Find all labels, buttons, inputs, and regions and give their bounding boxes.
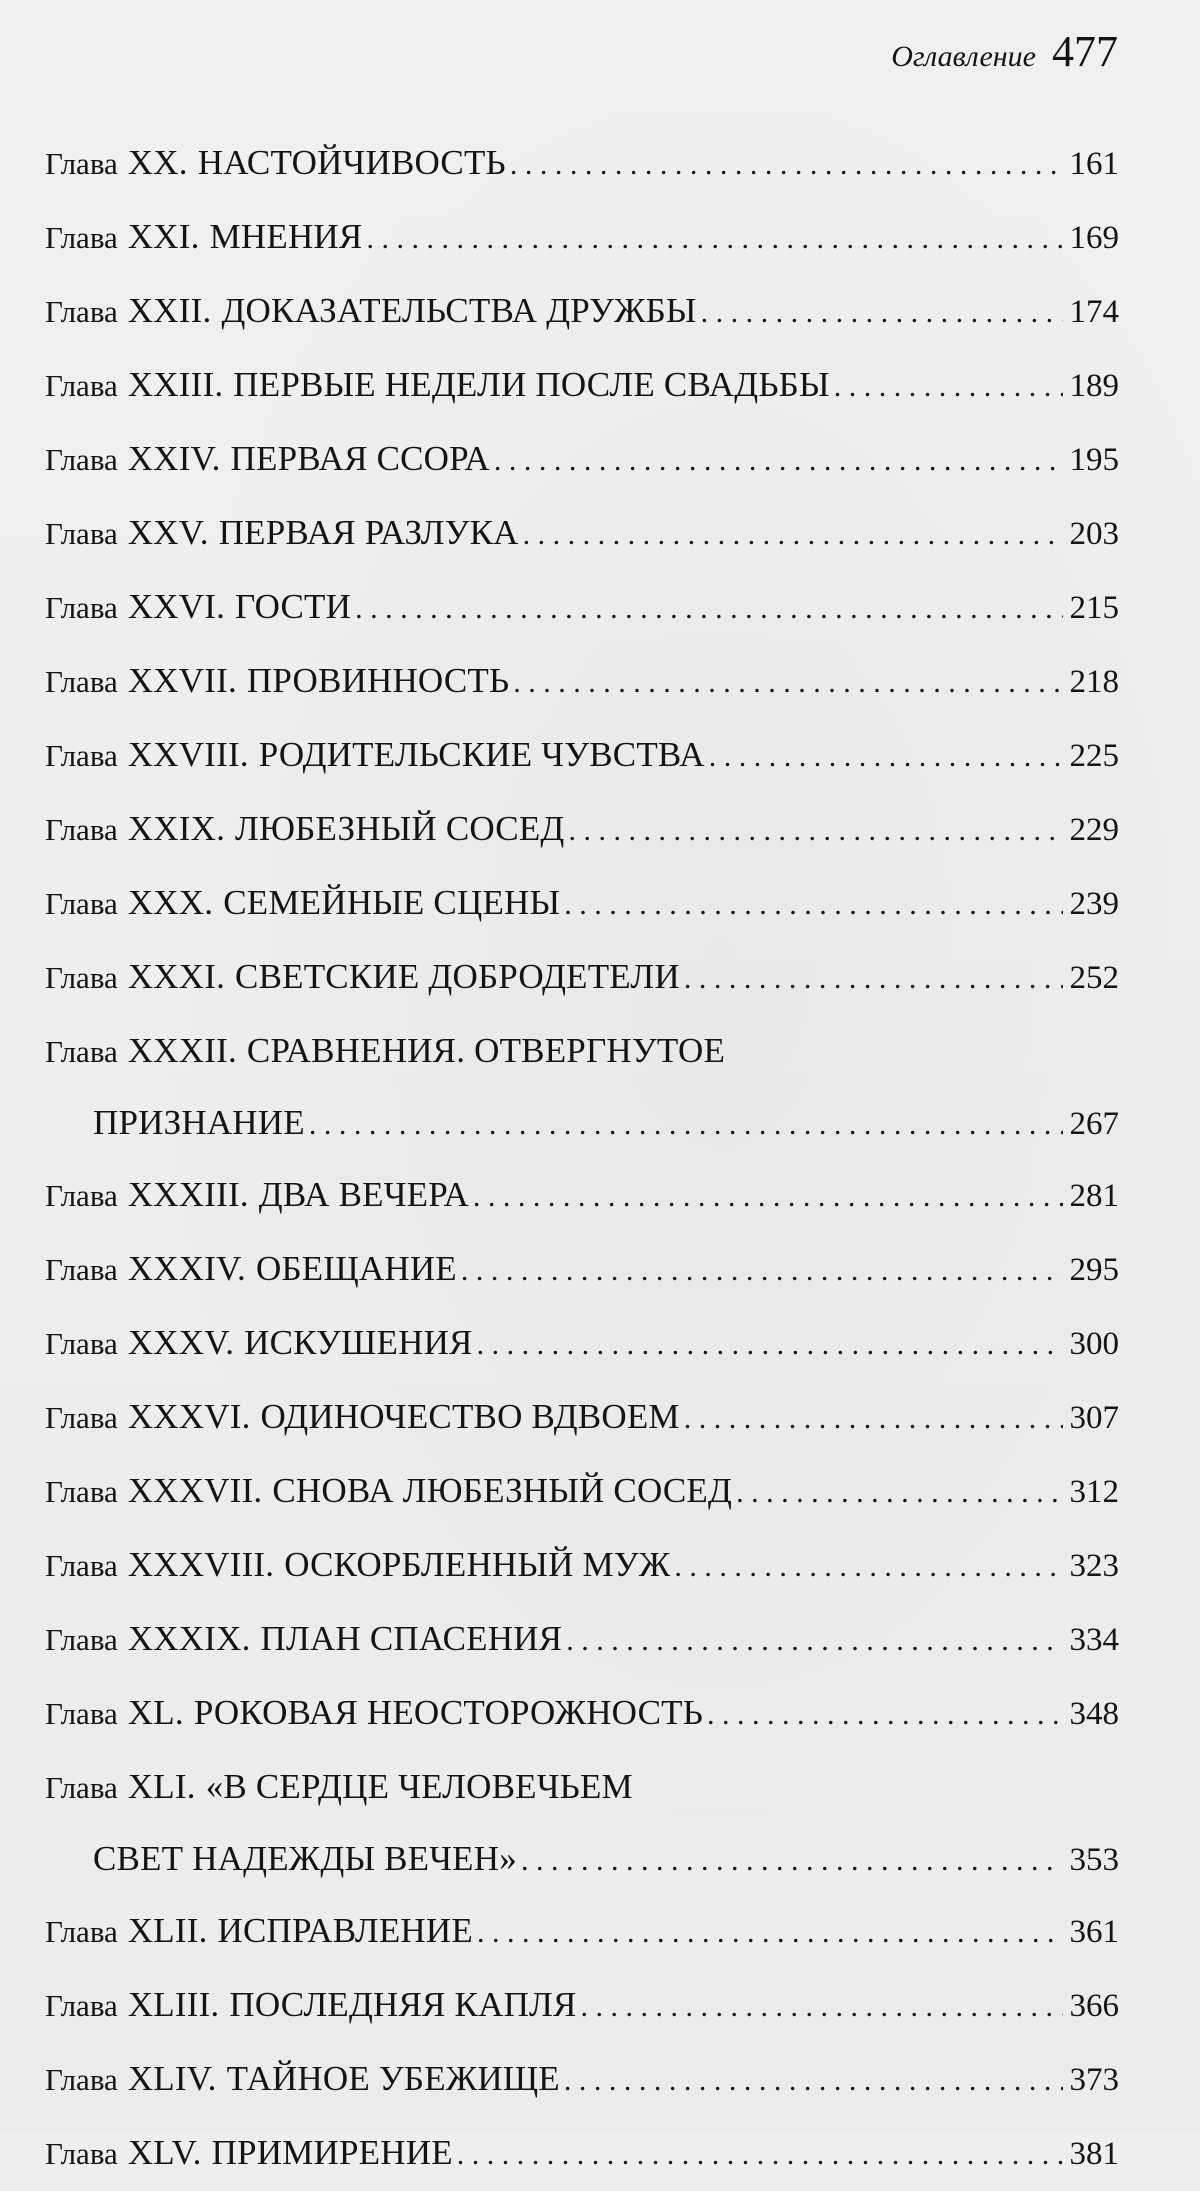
dot-leader (521, 1825, 1063, 1897)
chapter-title: ОБЕЩАНИЕ (256, 1249, 457, 1288)
chapter-page-number: 281 (1069, 1178, 1119, 1214)
chapter-title: ТАЙНОЕ УБЕЖИЩЕ (226, 2059, 560, 2098)
chapter-title: ПЕРВАЯ РАЗЛУКА (218, 513, 519, 552)
chapter-title: ПРОВИННОСТЬ (246, 661, 510, 700)
toc-entry (45, 1751, 1119, 1895)
chapter-prefix: Глава (45, 368, 118, 403)
chapter-numeral: XXXV. (127, 1323, 235, 1362)
chapter-numeral: XXXVII. (127, 1471, 263, 1510)
chapter-numeral: XLIII. (127, 1985, 220, 2024)
chapter-title: ПЕРВАЯ ССОРА (230, 439, 490, 478)
chapter-page-number: 300 (1069, 1326, 1119, 1362)
chapter-prefix: Глава (45, 1914, 118, 1949)
running-head-section: Оглавление (891, 40, 1036, 73)
chapter-title: ЛЮБЕЗНЫЙ СОСЕД (235, 809, 565, 848)
toc-entry (45, 1895, 1119, 1969)
toc-entry (45, 423, 1119, 497)
chapter-prefix: Глава (45, 1696, 118, 1731)
dot-leader (309, 1089, 1063, 1161)
chapter-title: ОСКОРБЛЕННЫЙ МУЖ (284, 1545, 671, 1584)
dot-leader (568, 795, 1063, 867)
chapter-page-number: 307 (1069, 1400, 1119, 1436)
chapter-page-number: 323 (1069, 1548, 1119, 1584)
chapter-page-number: 161 (1069, 146, 1119, 182)
toc-entry (45, 1455, 1119, 1529)
chapter-numeral: XLIV. (127, 2059, 217, 2098)
chapter-page-number: 195 (1069, 442, 1119, 478)
chapter-page-number: 189 (1069, 368, 1119, 404)
chapter-title: ПЕРВЫЕ НЕДЕЛИ ПОСЛЕ СВАДЬБЫ (233, 365, 830, 404)
running-head (891, 26, 1118, 86)
chapter-page-number: 295 (1069, 1252, 1119, 1288)
chapter-title: ПЛАН СПАСЕНИЯ (260, 1619, 563, 1658)
toc-entry (45, 1529, 1119, 1603)
chapter-prefix: Глава (45, 1622, 118, 1657)
chapter-page-number: 381 (1069, 2136, 1119, 2172)
chapter-page-number: 215 (1069, 590, 1119, 626)
chapter-page-number: 229 (1069, 812, 1119, 848)
chapter-prefix: Глава (45, 220, 118, 255)
toc-entry (45, 719, 1119, 793)
chapter-page-number: 252 (1069, 960, 1119, 996)
chapter-title: СЕМЕЙНЫЕ СЦЕНЫ (223, 883, 561, 922)
toc-entry (45, 497, 1119, 571)
dot-leader (834, 351, 1063, 423)
dot-leader (461, 1235, 1063, 1307)
chapter-numeral: XLII. (127, 1911, 208, 1950)
dot-leader (473, 1161, 1063, 1233)
chapter-numeral: XLI. (127, 1767, 196, 1806)
chapter-title: ПОСЛЕДНЯЯ КАПЛЯ (229, 1985, 577, 2024)
chapter-title-continued: ПРИЗНАНИЕ (93, 1103, 305, 1142)
chapter-numeral: XXVIII. (127, 735, 249, 774)
chapter-prefix: Глава (45, 812, 118, 847)
toc-entry (45, 793, 1119, 867)
chapter-prefix: Глава (45, 1400, 118, 1435)
chapter-prefix: Глава (45, 738, 118, 773)
chapter-title: ИСКУШЕНИЯ (244, 1323, 473, 1362)
chapter-numeral: XXIII. (127, 365, 224, 404)
chapter-title: ДВА ВЕЧЕРА (258, 1175, 469, 1214)
dot-leader (494, 425, 1063, 497)
page-number: 477 (1052, 27, 1118, 76)
dot-leader (477, 1309, 1063, 1381)
dot-leader (709, 721, 1063, 793)
chapter-title: ИСПРАВЛЕНИЕ (217, 1911, 473, 1950)
chapter-numeral: XXIX. (127, 809, 226, 848)
chapter-title: СВЕТСКИЕ ДОБРОДЕТЕЛИ (235, 957, 680, 996)
chapter-prefix: Глава (45, 1034, 118, 1069)
chapter-numeral: XXVI. (127, 587, 226, 626)
dot-leader (566, 1605, 1063, 1677)
chapter-title: НАСТОЙЧИВОСТЬ (197, 143, 506, 182)
toc-entry (45, 2117, 1119, 2191)
chapter-page-number: 361 (1069, 1914, 1119, 1950)
chapter-title: ПРИМИРЕНИЕ (211, 2133, 453, 2172)
chapter-page-number: 218 (1069, 664, 1119, 700)
toc-entry (45, 1969, 1119, 2043)
chapter-title: «В СЕРДЦЕ ЧЕЛОВЕЧЬЕМ (205, 1767, 633, 1806)
toc-entry (45, 1307, 1119, 1381)
chapter-title: СРАВНЕНИЯ. ОТВЕРГНУТОЕ (246, 1031, 726, 1070)
chapter-numeral: XXXIII. (127, 1175, 249, 1214)
chapter-prefix: Глава (45, 1474, 118, 1509)
chapter-page-number: 169 (1069, 220, 1119, 256)
dot-leader (523, 499, 1063, 571)
toc-entry (45, 1233, 1119, 1307)
chapter-page-number: 366 (1069, 1988, 1119, 2024)
chapter-numeral: XXXVIII. (127, 1545, 275, 1584)
chapter-numeral: XL. (127, 1693, 184, 1732)
dot-leader (674, 1531, 1063, 1603)
chapter-page-number: 312 (1069, 1474, 1119, 1510)
dot-leader (701, 277, 1063, 349)
chapter-prefix: Глава (45, 664, 118, 699)
toc-entry (45, 645, 1119, 719)
dot-leader (564, 869, 1063, 941)
chapter-numeral: XXXIV. (127, 1249, 247, 1288)
dot-leader (707, 1679, 1063, 1751)
chapter-numeral: XX. (127, 143, 188, 182)
dot-leader (564, 2045, 1063, 2117)
chapter-numeral: XXII. (127, 291, 212, 330)
toc-entry (45, 1015, 1119, 1159)
chapter-numeral: XXXIX. (127, 1619, 251, 1658)
chapter-numeral: XXXVI. (127, 1397, 251, 1436)
chapter-prefix: Глава (45, 2062, 118, 2097)
toc-entry (45, 867, 1119, 941)
chapter-page-number: 373 (1069, 2062, 1119, 2098)
chapter-prefix: Глава (45, 590, 118, 625)
toc-entry (45, 941, 1119, 1015)
dot-leader (581, 1971, 1063, 2043)
toc-entry (45, 201, 1119, 275)
chapter-prefix: Глава (45, 146, 118, 181)
toc-entry (45, 2043, 1119, 2117)
chapter-page-number: 353 (1069, 1842, 1119, 1878)
chapter-prefix: Глава (45, 886, 118, 921)
chapter-prefix: Глава (45, 442, 118, 477)
dot-leader (684, 1383, 1063, 1455)
table-of-contents (45, 127, 1119, 2191)
chapter-title: ДОКАЗАТЕЛЬСТВА ДРУЖБЫ (221, 291, 697, 330)
chapter-title: ГОСТИ (235, 587, 352, 626)
toc-entry (45, 275, 1119, 349)
chapter-page-number: 225 (1069, 738, 1119, 774)
chapter-prefix: Глава (45, 294, 118, 329)
chapter-prefix: Глава (45, 1326, 118, 1361)
chapter-prefix: Глава (45, 2136, 118, 2171)
toc-entry (45, 1159, 1119, 1233)
toc-entry (45, 127, 1119, 201)
chapter-prefix: Глава (45, 1770, 118, 1805)
dot-leader (457, 2119, 1063, 2191)
chapter-numeral: XXI. (127, 217, 200, 256)
chapter-title: СНОВА ЛЮБЕЗНЫЙ СОСЕД (272, 1471, 733, 1510)
chapter-title: РОКОВАЯ НЕОСТОРОЖНОСТЬ (193, 1693, 704, 1732)
chapter-prefix: Глава (45, 1252, 118, 1287)
chapter-title: МНЕНИЯ (209, 217, 363, 256)
chapter-page-number: 174 (1069, 294, 1119, 330)
toc-entry (45, 571, 1119, 645)
chapter-page-number: 348 (1069, 1696, 1119, 1732)
chapter-title-continued: СВЕТ НАДЕЖДЫ ВЕЧЕН» (93, 1839, 517, 1878)
chapter-numeral: XXXI. (127, 957, 226, 996)
dot-leader (684, 943, 1063, 1015)
dot-leader (510, 129, 1063, 201)
chapter-numeral: XXV. (127, 513, 209, 552)
chapter-numeral: XXXII. (127, 1031, 237, 1070)
chapter-title: РОДИТЕЛЬСКИЕ ЧУВСТВА (258, 735, 705, 774)
dot-leader (513, 647, 1063, 719)
dot-leader (736, 1457, 1063, 1529)
chapter-prefix: Глава (45, 960, 118, 995)
chapter-page-number: 203 (1069, 516, 1119, 552)
chapter-prefix: Глава (45, 516, 118, 551)
chapter-numeral: XXIV. (127, 439, 221, 478)
chapter-title: ОДИНОЧЕСТВО ВДВОЕМ (260, 1397, 680, 1436)
chapter-page-number: 267 (1069, 1106, 1119, 1142)
dot-leader (366, 203, 1063, 275)
dot-leader (355, 573, 1063, 645)
toc-entry (45, 1381, 1119, 1455)
chapter-numeral: XXX. (127, 883, 214, 922)
toc-entry (45, 1677, 1119, 1751)
chapter-prefix: Глава (45, 1548, 118, 1583)
toc-entry (45, 349, 1119, 423)
chapter-page-number: 334 (1069, 1622, 1119, 1658)
chapter-numeral: XLV. (127, 2133, 202, 2172)
chapter-prefix: Глава (45, 1178, 118, 1213)
chapter-page-number: 239 (1069, 886, 1119, 922)
toc-entry (45, 1603, 1119, 1677)
chapter-numeral: XXVII. (127, 661, 237, 700)
dot-leader (477, 1897, 1063, 1969)
chapter-prefix: Глава (45, 1988, 118, 2023)
